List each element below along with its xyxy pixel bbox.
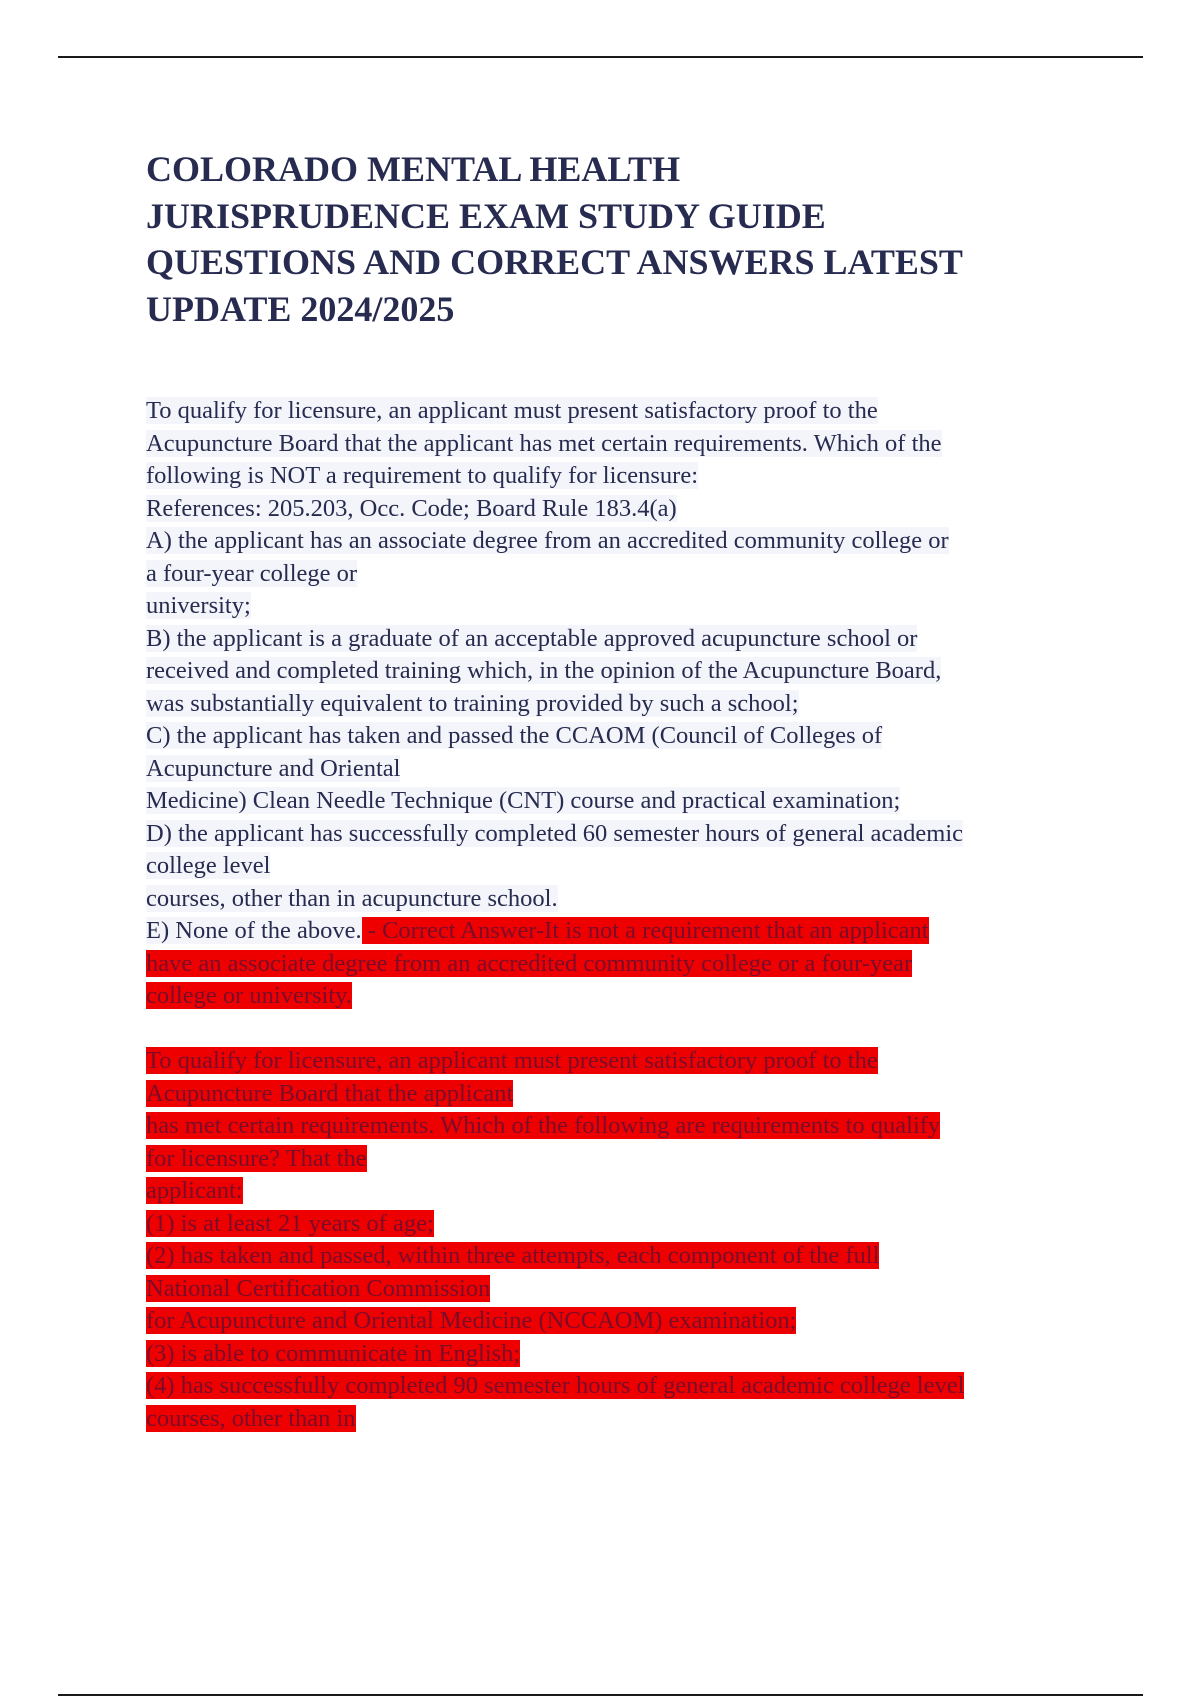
bottom-rule — [58, 1694, 1143, 1696]
question-1-line: university; — [146, 592, 251, 619]
question-1-line: received and completed training which, in the opinion of the Acupuncture Board, — [146, 657, 942, 684]
question-1-line: following is NOT a requirement to qualify for licensure: — [146, 462, 699, 489]
question-1-line: courses, other than in acupuncture school. — [146, 884, 558, 912]
question-1-line: college level — [146, 852, 271, 879]
question-1-line: a four-year college or — [146, 559, 358, 587]
question-2-line: (4) has successfully completed 90 semester hours of general academic college level — [146, 1372, 965, 1399]
question-2-line: courses, other than in — [146, 1404, 356, 1432]
highlighted-answer: have an associate degree from an accredited community college or a four-year — [146, 949, 913, 977]
title-line: JURISPRUDENCE EXAM STUDY GUIDE — [146, 195, 826, 236]
question-2-line: (3) is able to communicate in English; — [146, 1339, 521, 1367]
highlighted-answer: - Correct Answer-It is not a requirement that an applicant — [361, 917, 929, 944]
question-1-line: D) the applicant has successfully completed 60 semester hours of general academic — [146, 819, 964, 847]
top-rule — [58, 56, 1143, 58]
question-2-line: (1) is at least 21 years of age; — [146, 1209, 434, 1237]
title-line: UPDATE 2024/2025 — [146, 288, 455, 329]
question-2-line: has met certain requirements. Which of the following are requirements to qualify — [146, 1112, 941, 1139]
question-2 — [146, 1045, 1106, 1435]
document-title — [146, 146, 1106, 332]
question-2-line: (2) has taken and passed, within three attempts, each component of the full — [146, 1242, 880, 1269]
question-2-line: applicant: — [146, 1177, 243, 1204]
highlighted-answer: college or university. — [146, 982, 352, 1009]
question-1-line: B) the applicant is a graduate of an acceptable approved acupuncture school or — [146, 624, 918, 652]
question-1-line: Acupuncture Board that the applicant has met certain requirements. Which of the — [146, 429, 942, 457]
question-1-line: A) the applicant has an associate degree from an accredited community college or — [146, 527, 949, 554]
question-1-line: C) the applicant has taken and passed the CCAOM (Council of Colleges of — [146, 722, 883, 749]
title-line: COLORADO MENTAL HEALTH — [146, 149, 681, 189]
question-2-line: for licensure? That the — [146, 1144, 367, 1172]
question-2-line: National Certification Commission — [146, 1274, 491, 1302]
question-2-line: To qualify for licensure, an applicant must present satisfactory proof to the — [146, 1047, 878, 1074]
question-1-line: To qualify for licensure, an applicant must present satisfactory proof to the — [146, 397, 878, 424]
question-1-line: Acupuncture and Oriental — [146, 754, 401, 782]
question-1 — [146, 395, 1106, 1013]
question-1-line: was substantially equivalent to training provided by such a school; — [146, 689, 799, 717]
question-1-option-e: E) None of the above. — [146, 917, 362, 944]
document-body — [146, 395, 1106, 1435]
question-2-line: Acupuncture Board that the applicant — [146, 1079, 514, 1107]
question-1-line: References: 205.203, Occ. Code; Board Rule 183.4(a) — [146, 494, 677, 522]
title-line: QUESTIONS AND CORRECT ANSWERS LATEST — [146, 242, 963, 282]
question-1-line: Medicine) Clean Needle Technique (CNT) course and practical examination; — [146, 787, 901, 814]
question-2-line: for Acupuncture and Oriental Medicine (NCCAOM) examination; — [146, 1307, 797, 1334]
